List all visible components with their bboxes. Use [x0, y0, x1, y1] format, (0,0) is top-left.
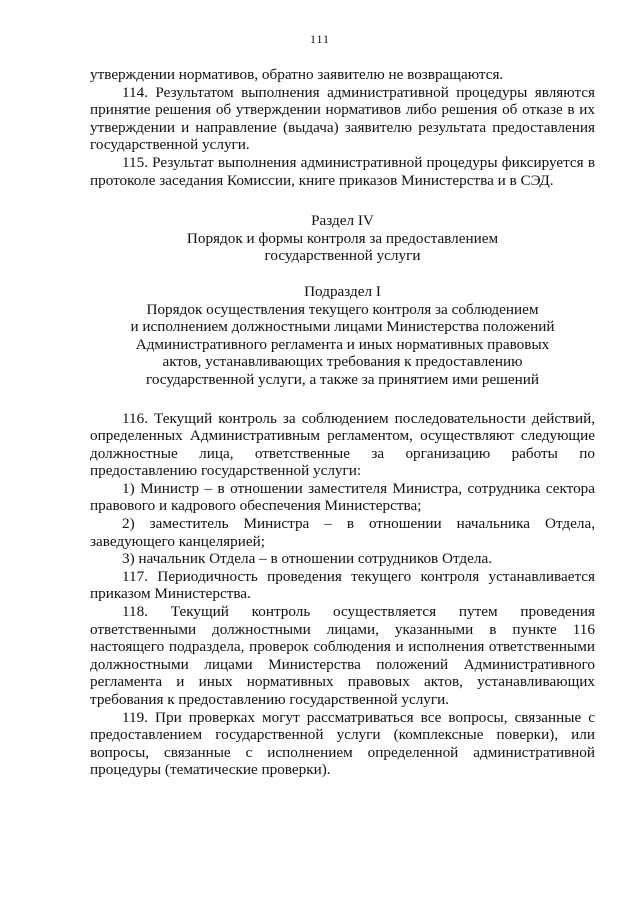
subsection-title-line-5: государственной услуги, а также за принятием ими решений [145, 370, 540, 388]
paragraph-116: 116. Текущий контроль за соблюдением последовательности действий, определенных Административным регламентом, осуществляют следующие должностные лица, ответственные за организацию работы по предоставлению государственной услуги: [90, 409, 595, 480]
page-number: 111 [309, 32, 331, 46]
subsection-heading [90, 283, 595, 389]
paragraph-113-end: утверждении нормативов, обратно заявителю не возвращаются. [90, 66, 504, 83]
paragraph-115: 115. Результат выполнения административной процедуры фиксируется в протоколе заседания Комиссии, книге приказов Министерства и в СЭД. [90, 153, 595, 189]
section-title-line-2: государственной услуги [264, 247, 421, 265]
document-body [90, 66, 595, 779]
subsection-title-line-3: Административного регламента и иных нормативных правовых [135, 335, 550, 353]
paragraph-118: 118. Текущий контроль осуществляется путем проведения ответственными должностными лицами, указанными в пункте 116 настоящего подраздела, проверок соблюдения и исполнения ответственными должностными лицами Министерства положений Административного регламента и иных нормативных правовых актов, устанавливающих требования к предоставлению государственной услуги. [90, 603, 595, 708]
paragraph-117: 117. Периодичность проведения текущего контроля устанавливается приказом Министерства. [90, 567, 595, 603]
paragraph-114: 114. Результатом выполнения административной процедуры являются принятие решения об утверждении нормативов либо решения об отказе в их утверждении и направление (выдача) заявителю результата предоставления государственной услуги. [90, 83, 595, 154]
paragraph-116-item-2: 2) заместитель Министра – в отношении начальника Отдела, заведующего канцелярией; [90, 515, 595, 550]
paragraph-119: 119. При проверках могут рассматриваться все вопросы, связанные с предоставлением государственной услуги (комплексные поверки), или вопросы, связанные с исполнением определенной административной процедуры (тематические проверки). [90, 708, 595, 779]
subsection-title-line-1: Порядок осуществления текущего контроля за соблюдением [146, 300, 539, 318]
subsection-label: Подраздел I [304, 282, 381, 300]
section-heading [90, 212, 595, 265]
section-title-line-1: Порядок и формы контроля за предоставлением [186, 229, 499, 247]
paragraph-116-item-3: 3) начальник Отдела – в отношении сотрудников Отдела. [122, 550, 492, 568]
paragraph-116-item-1: 1) Министр – в отношении заместителя Министра, сотрудника сектора правового и кадрового обеспечения Министерства; [90, 479, 595, 515]
subsection-title-line-2: и исполнением должностными лицами Министерства положений [130, 318, 555, 336]
section-body [90, 410, 595, 779]
section-label: Раздел IV [311, 212, 374, 230]
subsection-title-line-4: актов, устанавливающих требования к предоставлению [162, 353, 523, 371]
